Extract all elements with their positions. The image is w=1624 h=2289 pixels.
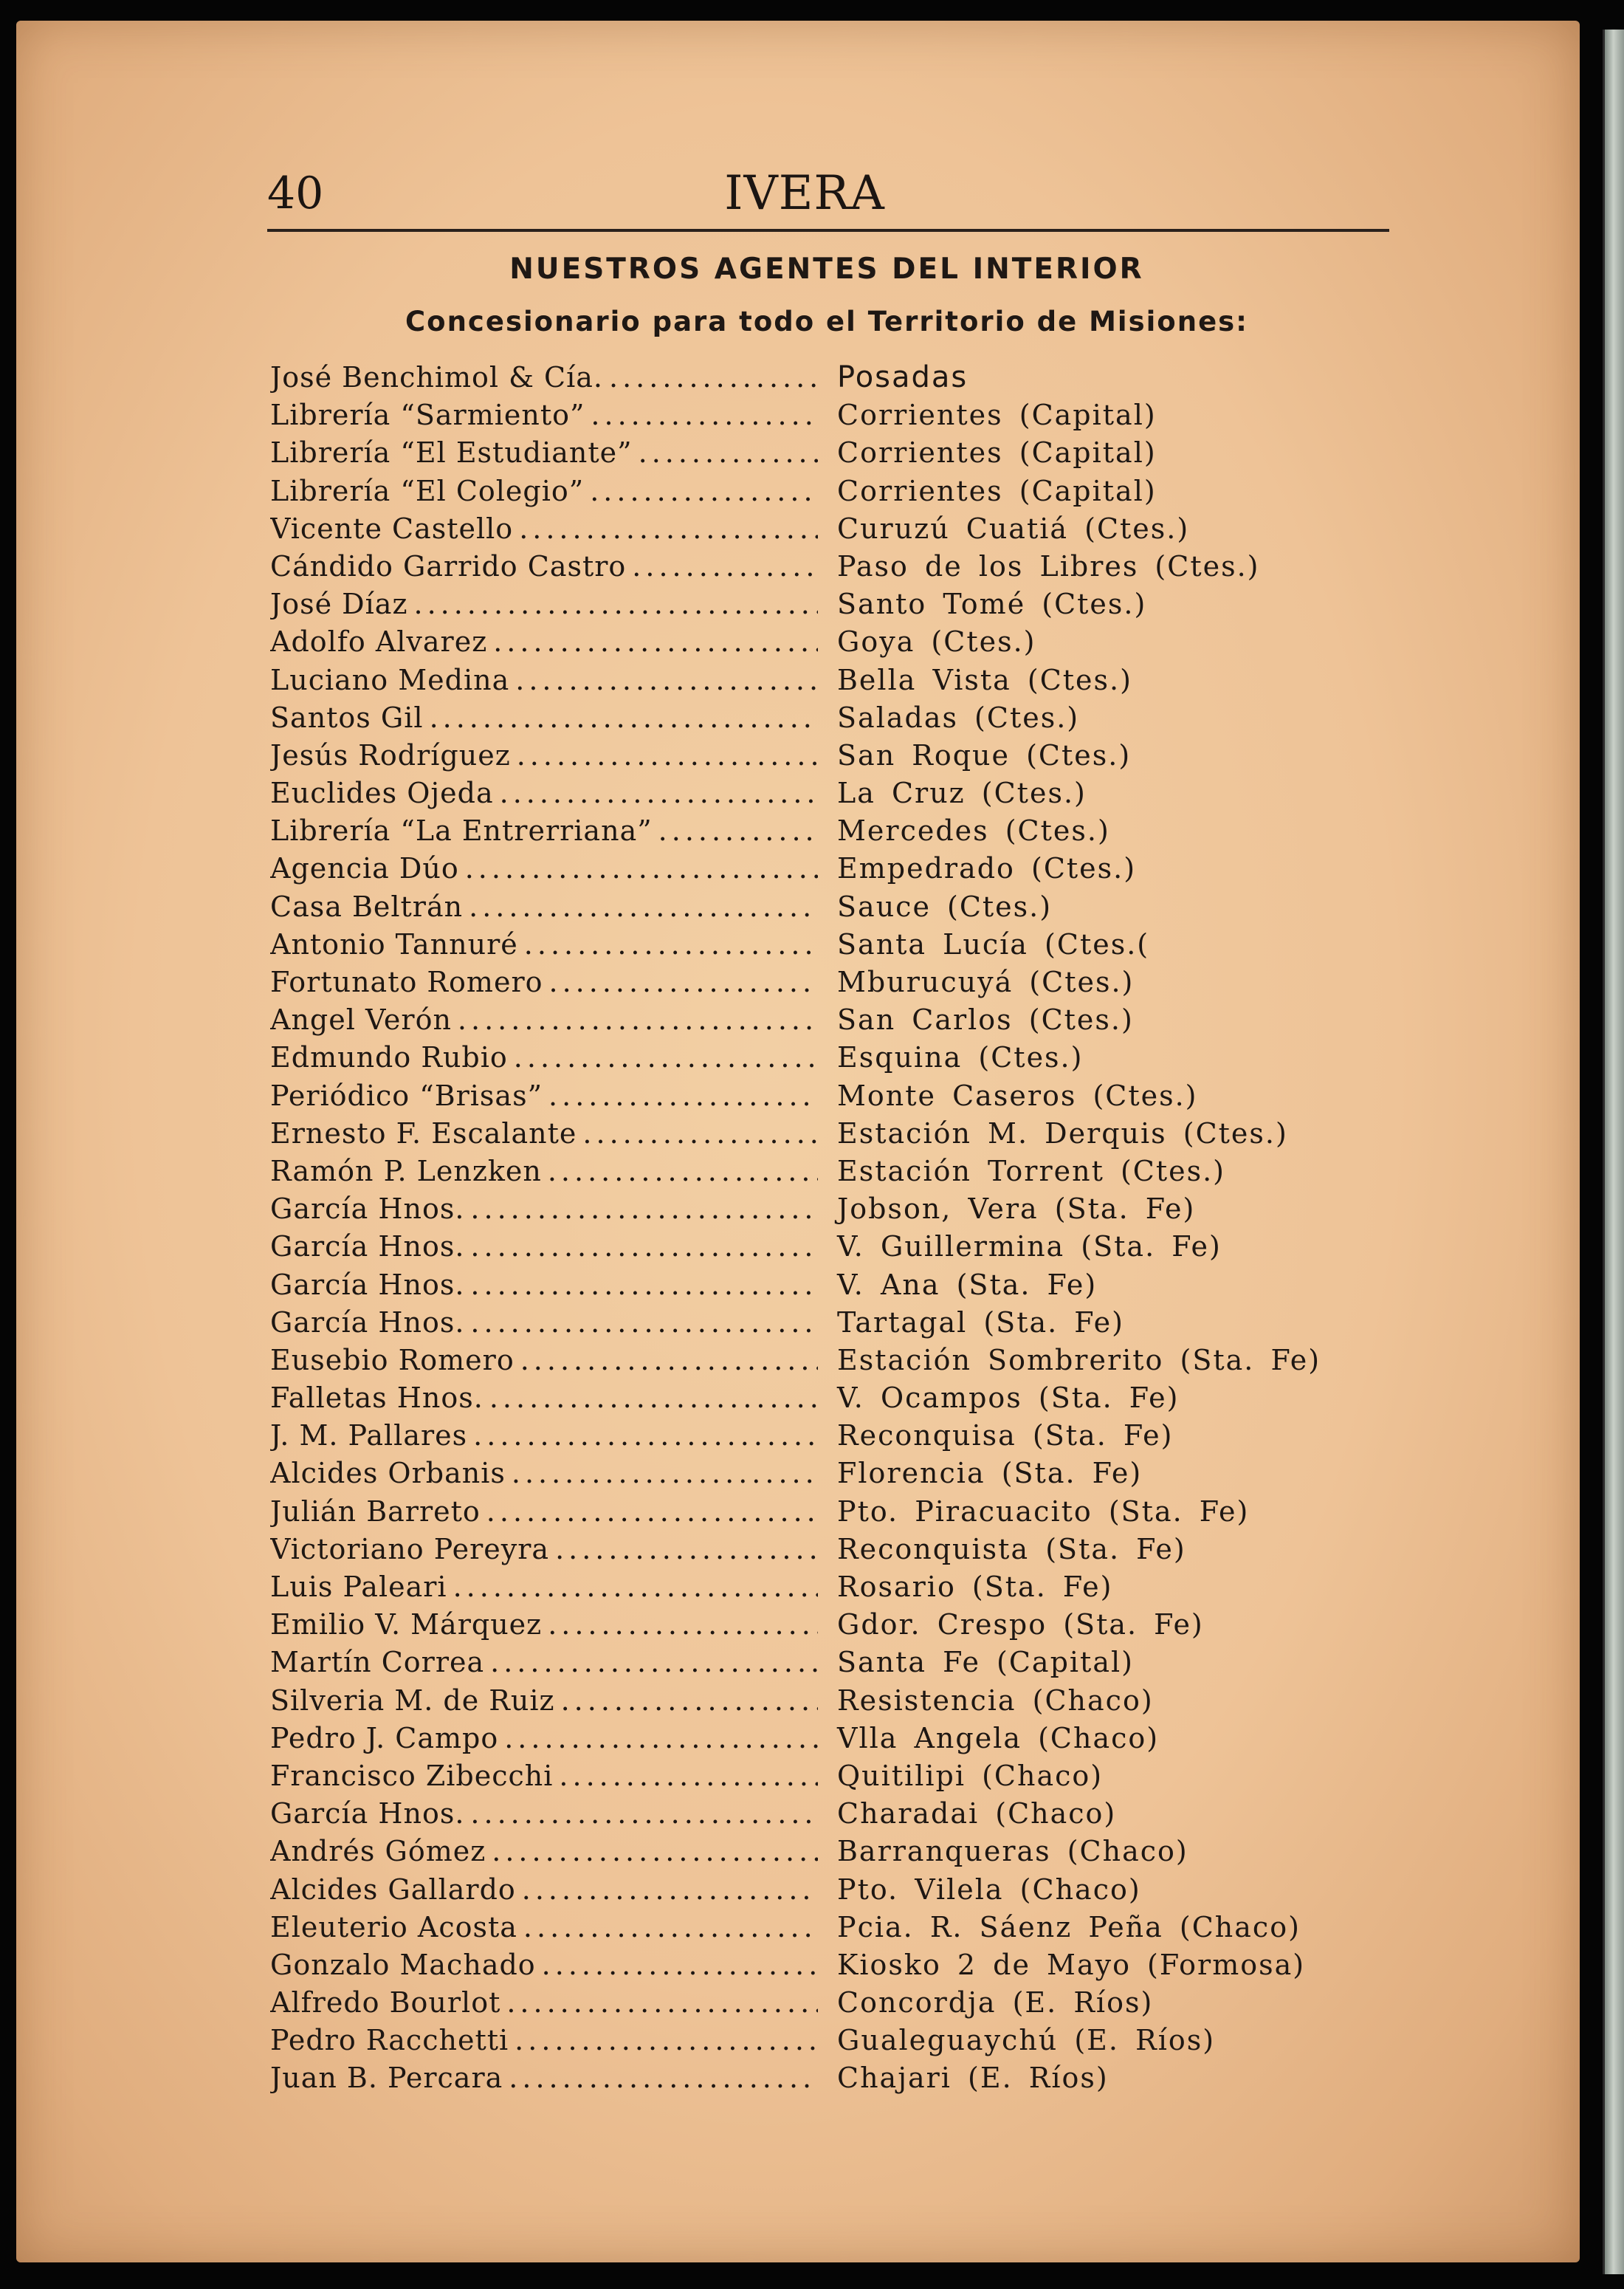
agent-location: Paso de los Libres (Ctes.) — [837, 549, 1260, 583]
agent-name: Luis Paleari — [270, 1571, 447, 1603]
agent-name-cell — [270, 586, 837, 623]
agent-location: Quitilipi (Chaco) — [837, 1759, 1104, 1792]
dot-leader — [453, 1568, 818, 1606]
dot-leader — [413, 586, 818, 623]
header-rule — [267, 229, 1389, 232]
page-number: 40 — [267, 168, 324, 219]
agent-name: Santos Gil — [270, 701, 424, 734]
agent-location: Santa Fe (Capital) — [837, 1646, 1134, 1679]
agent-location: Gdor. Crespo (Sta. Fe) — [837, 1608, 1204, 1641]
dot-leader — [523, 1909, 818, 1946]
agent-row — [270, 548, 1392, 586]
agent-name-cell — [270, 2059, 837, 2097]
adjacent-page-edge — [1603, 30, 1624, 2274]
dot-leader — [609, 359, 818, 397]
agent-row — [270, 964, 1392, 1001]
agent-name-cell — [270, 397, 837, 434]
agent-name: Alcides Orbanis — [270, 1457, 506, 1490]
agent-name-cell — [270, 1795, 837, 1833]
dot-leader — [522, 1871, 818, 1909]
agent-location: Estación Sombrerito (Sta. Fe) — [837, 1343, 1321, 1376]
agent-row — [270, 1795, 1392, 1833]
agent-name: Agencia Dúo — [270, 852, 459, 885]
dot-leader — [506, 1984, 818, 2022]
agent-name-cell — [270, 1909, 837, 1946]
agent-location: Barranqueras (Chaco) — [837, 1835, 1188, 1868]
dot-leader — [486, 1493, 818, 1531]
dot-leader — [559, 1757, 818, 1795]
agent-row — [270, 1228, 1392, 1266]
agent-name: García Hnos. — [270, 1268, 465, 1301]
dot-leader — [517, 737, 818, 775]
agent-name-cell — [270, 510, 837, 548]
agent-row — [270, 1871, 1392, 1909]
agent-row — [270, 1493, 1392, 1531]
dot-leader — [492, 1833, 818, 1870]
agent-row — [270, 586, 1392, 623]
dot-leader — [590, 473, 818, 510]
agent-location: La Cruz (Ctes.) — [837, 777, 1087, 810]
agent-row — [270, 1720, 1392, 1757]
agent-location: Curuzú Cuatiá (Ctes.) — [837, 512, 1190, 545]
agent-name: Librería “La Entrerriana” — [270, 814, 653, 848]
dot-leader — [582, 1115, 818, 1153]
agent-name-cell — [270, 359, 837, 397]
agent-name-cell — [270, 1606, 837, 1644]
agent-name: Juan B. Percara — [270, 2062, 503, 2095]
agent-name-cell — [270, 1153, 837, 1190]
dot-leader — [493, 623, 818, 661]
agent-name: Fortunato Romero — [270, 966, 543, 998]
agent-location: San Roque (Ctes.) — [837, 738, 1132, 772]
agent-row — [270, 1644, 1392, 1681]
agent-name: Silveria M. de Ruiz — [270, 1684, 555, 1717]
agent-name: García Hnos. — [270, 1192, 465, 1226]
agent-location: Jobson, Vera (Sta. Fe) — [837, 1192, 1196, 1226]
dot-leader — [548, 1606, 818, 1644]
agent-name: Ramón P. Lenzken — [270, 1154, 542, 1187]
agent-name: José Benchimol & Cía. — [270, 361, 603, 394]
agent-row — [270, 1606, 1392, 1644]
agent-row — [270, 1342, 1392, 1379]
agent-name: Periódico “Brisas” — [270, 1079, 543, 1112]
agent-location: V. Guillermina (Sta. Fe) — [837, 1230, 1222, 1263]
agent-name: Librería “El Colegio” — [270, 474, 585, 507]
dot-leader — [473, 1417, 818, 1455]
agent-row — [270, 926, 1392, 964]
agent-name: Eusebio Romero — [270, 1343, 515, 1376]
agent-row — [270, 662, 1392, 699]
agent-name: Edmundo Rubio — [270, 1041, 508, 1074]
agent-row — [270, 1115, 1392, 1153]
dot-leader — [509, 2059, 818, 2097]
agent-name-cell — [270, 737, 837, 775]
agent-name-cell — [270, 1228, 837, 1266]
agent-location: Reconquista (Sta. Fe) — [837, 1532, 1186, 1565]
agent-name: Librería “Sarmiento” — [270, 399, 585, 432]
agent-row — [270, 1153, 1392, 1190]
dot-leader — [490, 1644, 818, 1681]
agent-name-cell — [270, 1531, 837, 1568]
agent-location: Corrientes (Capital) — [837, 436, 1157, 470]
agent-row — [270, 473, 1392, 510]
agent-name: Eleuterio Acosta — [270, 1910, 517, 1943]
dot-leader — [489, 1379, 818, 1417]
agent-location: Corrientes (Capital) — [837, 474, 1157, 507]
dot-leader — [470, 1266, 818, 1304]
agent-name: Librería “El Estudiante” — [270, 436, 633, 470]
agent-location: Concordja (E. Ríos) — [837, 1986, 1154, 2019]
agent-row — [270, 699, 1392, 737]
agent-name-cell — [270, 662, 837, 699]
agent-name: Adolfo Alvarez — [270, 625, 488, 659]
agent-row — [270, 2022, 1392, 2059]
agent-location: Posadas — [837, 360, 968, 394]
agent-row — [270, 812, 1392, 850]
agent-row — [270, 1909, 1392, 1946]
agent-location: Chajari (E. Ríos) — [837, 2062, 1109, 2095]
dot-leader — [548, 1077, 818, 1115]
dot-leader — [430, 699, 818, 737]
dot-leader — [548, 1153, 818, 1190]
dot-leader — [658, 812, 818, 850]
agent-location: San Carlos (Ctes.) — [837, 1003, 1134, 1037]
agent-name-cell — [270, 1682, 837, 1720]
dot-leader — [465, 850, 818, 888]
dot-leader — [470, 1228, 818, 1266]
page-header — [266, 164, 1388, 230]
agent-name-cell — [270, 1757, 837, 1795]
agent-name: Emilio V. Márquez — [270, 1608, 543, 1641]
agent-row — [270, 1190, 1392, 1228]
agent-location: Sauce (Ctes.) — [837, 890, 1053, 923]
agent-row — [270, 1568, 1392, 1606]
agent-row — [270, 1039, 1392, 1077]
section-title: NUESTROS AGENTES DEL INTERIOR — [509, 253, 1144, 286]
agent-location: Vlla Angela (Chaco) — [837, 1721, 1160, 1754]
dot-leader — [519, 510, 818, 548]
agent-location: Pcia. R. Sáenz Peña (Chaco) — [837, 1910, 1301, 1943]
agent-name-cell — [270, 850, 837, 888]
dot-leader — [504, 1720, 818, 1757]
agent-row — [270, 397, 1392, 434]
dot-leader — [500, 775, 818, 812]
agent-location: Estación M. Derquis (Ctes.) — [837, 1116, 1288, 1150]
agent-location: Resistencia (Chaco) — [837, 1684, 1154, 1717]
dot-leader — [561, 1682, 818, 1720]
agent-name: Victoriano Pereyra — [270, 1532, 550, 1565]
agent-name-cell — [270, 548, 837, 586]
agent-name: Antonio Tannuré — [270, 927, 518, 961]
dot-leader — [515, 662, 818, 699]
agent-name: García Hnos. — [270, 1797, 465, 1830]
agent-location: Pto. Vilela (Chaco) — [837, 1873, 1141, 1906]
dot-leader — [470, 1795, 818, 1833]
agent-location: Esquina (Ctes.) — [837, 1041, 1084, 1074]
agent-name-cell — [270, 1417, 837, 1455]
agent-row — [270, 1833, 1392, 1870]
agent-row — [270, 1455, 1392, 1492]
agent-name-cell — [270, 775, 837, 812]
agent-name: Vicente Castello — [270, 512, 514, 545]
agent-location: Tartagal (Sta. Fe) — [837, 1305, 1124, 1339]
dot-leader — [520, 1342, 818, 1379]
agent-location: Florencia (Sta. Fe) — [837, 1457, 1143, 1490]
agent-name: Martín Correa — [270, 1646, 485, 1679]
agent-name-cell — [270, 1266, 837, 1304]
agent-location: Rosario (Sta. Fe) — [837, 1571, 1113, 1603]
agent-name-cell — [270, 812, 837, 850]
agent-name: Luciano Medina — [270, 663, 510, 696]
agent-location: Gualeguaychú (E. Ríos) — [837, 2024, 1216, 2057]
agent-location: Mburucuyá (Ctes.) — [837, 966, 1135, 998]
agent-name-cell — [270, 1039, 837, 1077]
agent-row — [270, 1946, 1392, 1984]
dot-leader — [470, 1304, 818, 1342]
agent-location: Corrientes (Capital) — [837, 399, 1157, 432]
agents-list — [270, 359, 1392, 2098]
agent-row — [270, 434, 1392, 472]
agent-name-cell — [270, 1644, 837, 1681]
agent-location: Pto. Piracuacito (Sta. Fe) — [837, 1494, 1250, 1528]
dot-leader — [469, 888, 818, 926]
dot-leader — [542, 1946, 818, 1984]
agent-name-cell — [270, 1984, 837, 2022]
agent-row — [270, 1304, 1392, 1342]
agent-row — [270, 1379, 1392, 1417]
dot-leader — [512, 1455, 818, 1492]
agent-name: Francisco Zibecchi — [270, 1759, 554, 1792]
agent-name: Andrés Gómez — [270, 1835, 486, 1868]
agent-row — [270, 1757, 1392, 1795]
agent-name-cell — [270, 1493, 837, 1531]
dot-leader — [458, 1001, 818, 1039]
agent-row — [270, 510, 1392, 548]
agent-location: Mercedes (Ctes.) — [837, 814, 1110, 848]
agent-location: Kiosko 2 de Mayo (Formosa) — [837, 1948, 1306, 1981]
agent-name-cell — [270, 1115, 837, 1153]
agent-name-cell — [270, 964, 837, 1001]
agent-location: Estación Torrent (Ctes.) — [837, 1154, 1226, 1187]
agent-row — [270, 1682, 1392, 1720]
agent-name-cell — [270, 888, 837, 926]
agent-name-cell — [270, 1833, 837, 1870]
dot-leader — [639, 434, 818, 472]
agent-row — [270, 359, 1392, 397]
agent-name-cell — [270, 926, 837, 964]
agent-row — [270, 1417, 1392, 1455]
agent-location: Bella Vista (Ctes.) — [837, 663, 1132, 696]
agent-name: J. M. Pallares — [270, 1419, 468, 1452]
agent-name: Gonzalo Machado — [270, 1948, 536, 1981]
agent-row — [270, 623, 1392, 661]
section-subtitle: Concesionario para todo el Territorio de Misiones: — [405, 306, 1248, 337]
agent-name: Pedro Racchetti — [270, 2024, 509, 2057]
agent-location: Charadai (Chaco) — [837, 1797, 1117, 1830]
dot-leader — [515, 2022, 818, 2059]
agent-name: Pedro J. Campo — [270, 1721, 499, 1754]
agent-name: José Díaz — [270, 588, 408, 621]
agent-name: García Hnos. — [270, 1230, 465, 1263]
agent-row — [270, 2059, 1392, 2097]
agent-row — [270, 1077, 1392, 1115]
agent-row — [270, 850, 1392, 888]
agent-row — [270, 775, 1392, 812]
agent-name-cell — [270, 1455, 837, 1492]
agent-name: Jesús Rodríguez — [270, 738, 511, 772]
agent-location: Santa Lucía (Ctes.( — [837, 927, 1150, 961]
agent-name: Julián Barreto — [270, 1494, 481, 1528]
dot-leader — [555, 1531, 818, 1568]
agent-name-cell — [270, 1304, 837, 1342]
agent-name-cell — [270, 1342, 837, 1379]
agent-name-cell — [270, 1077, 837, 1115]
agent-location: V. Ana (Sta. Fe) — [837, 1268, 1098, 1301]
agent-name: Alcides Gallardo — [270, 1873, 516, 1906]
agent-location: Empedrado (Ctes.) — [837, 852, 1137, 885]
agent-name-cell — [270, 1568, 837, 1606]
agent-row — [270, 1266, 1392, 1304]
agent-name: Alfredo Bourlot — [270, 1986, 501, 2019]
agent-name-cell — [270, 2022, 837, 2059]
agent-name: Ernesto F. Escalante — [270, 1116, 577, 1150]
dot-leader — [514, 1039, 818, 1077]
agent-location: Santo Tomé (Ctes.) — [837, 588, 1147, 621]
agent-row — [270, 737, 1392, 775]
agent-row — [270, 1531, 1392, 1568]
agent-name-cell — [270, 623, 837, 661]
dot-leader — [591, 397, 818, 434]
agent-name: García Hnos. — [270, 1305, 465, 1339]
agent-location: V. Ocampos (Sta. Fe) — [837, 1382, 1180, 1415]
agent-name: Cándido Garrido Castro — [270, 549, 627, 583]
agent-row — [270, 1001, 1392, 1039]
agent-name-cell — [270, 699, 837, 737]
dot-leader — [470, 1190, 818, 1228]
agent-name-cell — [270, 1720, 837, 1757]
agent-name-cell — [270, 1190, 837, 1228]
agent-row — [270, 1984, 1392, 2022]
agent-name-cell — [270, 434, 837, 472]
agent-name: Casa Beltrán — [270, 890, 464, 923]
agent-name-cell — [270, 1001, 837, 1039]
agent-row — [270, 888, 1392, 926]
dot-leader — [632, 548, 818, 586]
agent-name-cell — [270, 1871, 837, 1909]
agent-location: Reconquisa (Sta. Fe) — [837, 1419, 1174, 1452]
agent-location: Goya (Ctes.) — [837, 625, 1036, 659]
dot-leader — [524, 926, 818, 964]
agent-name-cell — [270, 1379, 837, 1417]
agent-location: Saladas (Ctes.) — [837, 701, 1080, 734]
agent-name: Angel Verón — [270, 1003, 452, 1037]
agent-name: Euclides Ojeda — [270, 777, 494, 810]
running-title: IVERA — [724, 166, 885, 221]
agent-name: Falletas Hnos. — [270, 1382, 484, 1415]
agent-name-cell — [270, 1946, 837, 1984]
agent-location: Monte Caseros (Ctes.) — [837, 1079, 1198, 1112]
agent-name-cell — [270, 473, 837, 510]
dot-leader — [549, 964, 819, 1001]
